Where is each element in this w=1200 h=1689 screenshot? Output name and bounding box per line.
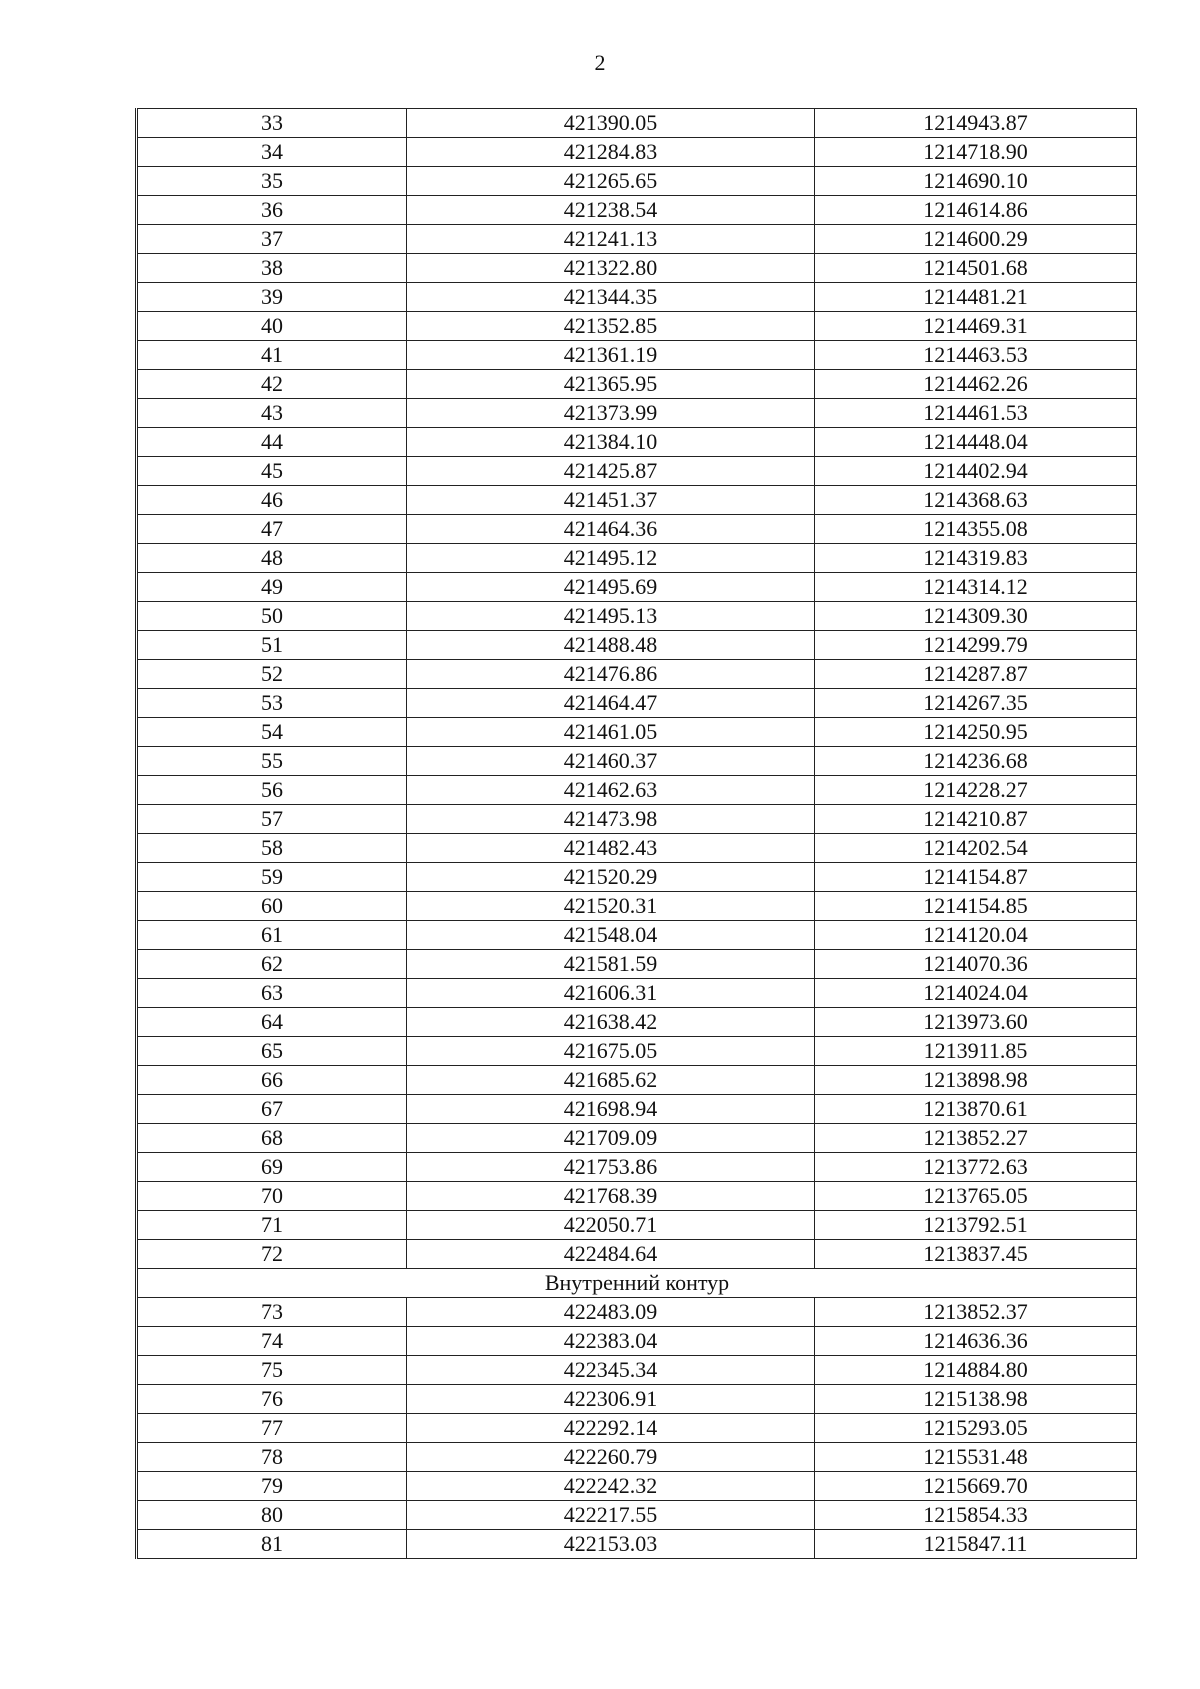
x-coordinate-cell: 422345.34: [407, 1356, 815, 1385]
y-coordinate-cell: 1214309.30: [815, 602, 1137, 631]
table-row: [137, 1356, 1137, 1385]
x-coordinate-cell: 421361.19: [407, 341, 815, 370]
x-coordinate-cell: 421476.86: [407, 660, 815, 689]
y-coordinate-cell: 1213870.61: [815, 1095, 1137, 1124]
x-coordinate-cell: 421460.37: [407, 747, 815, 776]
table-row: [137, 660, 1137, 689]
y-coordinate-cell: 1214120.04: [815, 921, 1137, 950]
table-row: [137, 341, 1137, 370]
x-coordinate-cell: 421238.54: [407, 196, 815, 225]
point-number-cell: 52: [137, 660, 407, 689]
point-number-cell: 62: [137, 950, 407, 979]
point-number-cell: 81: [137, 1530, 407, 1559]
x-coordinate-cell: 422306.91: [407, 1385, 815, 1414]
table-row: [137, 1153, 1137, 1182]
y-coordinate-cell: 1215669.70: [815, 1472, 1137, 1501]
x-coordinate-cell: 421495.12: [407, 544, 815, 573]
y-coordinate-cell: 1214154.85: [815, 892, 1137, 921]
x-coordinate-cell: 421488.48: [407, 631, 815, 660]
table-row: [137, 1124, 1137, 1153]
table-row: [137, 457, 1137, 486]
table-row: [137, 1530, 1137, 1559]
x-coordinate-cell: 422153.03: [407, 1530, 815, 1559]
point-number-cell: 49: [137, 573, 407, 602]
y-coordinate-cell: 1214024.04: [815, 979, 1137, 1008]
point-number-cell: 46: [137, 486, 407, 515]
table-row: [137, 196, 1137, 225]
point-number-cell: 60: [137, 892, 407, 921]
point-number-cell: 64: [137, 1008, 407, 1037]
x-coordinate-cell: 421451.37: [407, 486, 815, 515]
x-coordinate-cell: 421520.29: [407, 863, 815, 892]
table-row: [137, 1472, 1137, 1501]
point-number-cell: 69: [137, 1153, 407, 1182]
y-coordinate-cell: 1213792.51: [815, 1211, 1137, 1240]
point-number-cell: 65: [137, 1037, 407, 1066]
point-number-cell: 55: [137, 747, 407, 776]
point-number-cell: 76: [137, 1385, 407, 1414]
table-row: [137, 283, 1137, 312]
point-number-cell: 75: [137, 1356, 407, 1385]
table-row: [137, 863, 1137, 892]
table-row: [137, 1414, 1137, 1443]
table-row: [137, 515, 1137, 544]
y-coordinate-cell: 1214636.36: [815, 1327, 1137, 1356]
point-number-cell: 59: [137, 863, 407, 892]
point-number-cell: 71: [137, 1211, 407, 1240]
table-row: [137, 805, 1137, 834]
table-row: [137, 950, 1137, 979]
x-coordinate-cell: 422050.71: [407, 1211, 815, 1240]
y-coordinate-cell: 1214469.31: [815, 312, 1137, 341]
y-coordinate-cell: 1214236.68: [815, 747, 1137, 776]
table-row: [137, 1182, 1137, 1211]
y-coordinate-cell: 1213765.05: [815, 1182, 1137, 1211]
table-row: [137, 1298, 1137, 1327]
x-coordinate-cell: 421698.94: [407, 1095, 815, 1124]
table-row: [137, 370, 1137, 399]
point-number-cell: 56: [137, 776, 407, 805]
table-row: [137, 1008, 1137, 1037]
table-row: [137, 602, 1137, 631]
y-coordinate-cell: 1213898.98: [815, 1066, 1137, 1095]
point-number-cell: 41: [137, 341, 407, 370]
y-coordinate-cell: 1214943.87: [815, 109, 1137, 138]
table-row: [137, 225, 1137, 254]
point-number-cell: 45: [137, 457, 407, 486]
point-number-cell: 67: [137, 1095, 407, 1124]
x-coordinate-cell: 422484.64: [407, 1240, 815, 1269]
point-number-cell: 80: [137, 1501, 407, 1530]
y-coordinate-cell: 1214202.54: [815, 834, 1137, 863]
table-row: [137, 747, 1137, 776]
x-coordinate-cell: 421384.10: [407, 428, 815, 457]
table-row: [137, 631, 1137, 660]
table-row: [137, 718, 1137, 747]
x-coordinate-cell: 421638.42: [407, 1008, 815, 1037]
table-row: [137, 254, 1137, 283]
table-row: [137, 109, 1137, 138]
point-number-cell: 61: [137, 921, 407, 950]
table-row: [137, 428, 1137, 457]
y-coordinate-cell: 1214461.53: [815, 399, 1137, 428]
table-row: [137, 1211, 1137, 1240]
x-coordinate-cell: 421495.69: [407, 573, 815, 602]
point-number-cell: 53: [137, 689, 407, 718]
point-number-cell: 47: [137, 515, 407, 544]
inner-contour-title: Внутренний контур: [137, 1269, 1137, 1298]
table-row: [137, 1501, 1137, 1530]
y-coordinate-cell: 1214267.35: [815, 689, 1137, 718]
y-coordinate-cell: 1215293.05: [815, 1414, 1137, 1443]
table-row: [137, 1095, 1137, 1124]
x-coordinate-cell: 421753.86: [407, 1153, 815, 1182]
point-number-cell: 79: [137, 1472, 407, 1501]
x-coordinate-cell: 421352.85: [407, 312, 815, 341]
y-coordinate-cell: 1213837.45: [815, 1240, 1137, 1269]
table-row: [137, 921, 1137, 950]
inner-contour-header: [137, 1269, 1137, 1298]
x-coordinate-cell: 421768.39: [407, 1182, 815, 1211]
x-coordinate-cell: 421344.35: [407, 283, 815, 312]
point-number-cell: 38: [137, 254, 407, 283]
x-coordinate-cell: 421548.04: [407, 921, 815, 950]
x-coordinate-cell: 421464.36: [407, 515, 815, 544]
coordinates-table: [135, 108, 1137, 1559]
point-number-cell: 68: [137, 1124, 407, 1153]
x-coordinate-cell: 422242.32: [407, 1472, 815, 1501]
table-row: [137, 1443, 1137, 1472]
y-coordinate-cell: 1214600.29: [815, 225, 1137, 254]
table-row: [137, 544, 1137, 573]
y-coordinate-cell: 1214501.68: [815, 254, 1137, 283]
x-coordinate-cell: 421265.65: [407, 167, 815, 196]
y-coordinate-cell: 1215138.98: [815, 1385, 1137, 1414]
y-coordinate-cell: 1214448.04: [815, 428, 1137, 457]
table-row: [137, 979, 1137, 1008]
y-coordinate-cell: 1214368.63: [815, 486, 1137, 515]
y-coordinate-cell: 1214690.10: [815, 167, 1137, 196]
table-row: [137, 1037, 1137, 1066]
y-coordinate-cell: 1214614.86: [815, 196, 1137, 225]
y-coordinate-cell: 1214250.95: [815, 718, 1137, 747]
table-row: [137, 167, 1137, 196]
y-coordinate-cell: 1214154.87: [815, 863, 1137, 892]
point-number-cell: 37: [137, 225, 407, 254]
y-coordinate-cell: 1214481.21: [815, 283, 1137, 312]
x-coordinate-cell: 421581.59: [407, 950, 815, 979]
table-row: [137, 1066, 1137, 1095]
y-coordinate-cell: 1213973.60: [815, 1008, 1137, 1037]
point-number-cell: 72: [137, 1240, 407, 1269]
x-coordinate-cell: 422483.09: [407, 1298, 815, 1327]
y-coordinate-cell: 1214718.90: [815, 138, 1137, 167]
point-number-cell: 39: [137, 283, 407, 312]
x-coordinate-cell: 421709.09: [407, 1124, 815, 1153]
y-coordinate-cell: 1213772.63: [815, 1153, 1137, 1182]
y-coordinate-cell: 1215531.48: [815, 1443, 1137, 1472]
y-coordinate-cell: 1214462.26: [815, 370, 1137, 399]
point-number-cell: 57: [137, 805, 407, 834]
y-coordinate-cell: 1213852.27: [815, 1124, 1137, 1153]
table-row: [137, 399, 1137, 428]
x-coordinate-cell: 421495.13: [407, 602, 815, 631]
point-number-cell: 73: [137, 1298, 407, 1327]
x-coordinate-cell: 421675.05: [407, 1037, 815, 1066]
point-number-cell: 63: [137, 979, 407, 1008]
y-coordinate-cell: 1214355.08: [815, 515, 1137, 544]
table-row: [137, 1240, 1137, 1269]
x-coordinate-cell: 421482.43: [407, 834, 815, 863]
point-number-cell: 50: [137, 602, 407, 631]
x-coordinate-cell: 421284.83: [407, 138, 815, 167]
point-number-cell: 77: [137, 1414, 407, 1443]
x-coordinate-cell: 421365.95: [407, 370, 815, 399]
x-coordinate-cell: 421473.98: [407, 805, 815, 834]
point-number-cell: 40: [137, 312, 407, 341]
table-row: [137, 834, 1137, 863]
y-coordinate-cell: 1214228.27: [815, 776, 1137, 805]
point-number-cell: 33: [137, 109, 407, 138]
x-coordinate-cell: 421425.87: [407, 457, 815, 486]
x-coordinate-cell: 422260.79: [407, 1443, 815, 1472]
table-row: [137, 138, 1137, 167]
y-coordinate-cell: 1214463.53: [815, 341, 1137, 370]
x-coordinate-cell: 421390.05: [407, 109, 815, 138]
y-coordinate-cell: 1214884.80: [815, 1356, 1137, 1385]
table-row: [137, 1385, 1137, 1414]
point-number-cell: 54: [137, 718, 407, 747]
point-number-cell: 34: [137, 138, 407, 167]
x-coordinate-cell: 422383.04: [407, 1327, 815, 1356]
x-coordinate-cell: 421462.63: [407, 776, 815, 805]
point-number-cell: 42: [137, 370, 407, 399]
y-coordinate-cell: 1215847.11: [815, 1530, 1137, 1559]
point-number-cell: 66: [137, 1066, 407, 1095]
point-number-cell: 36: [137, 196, 407, 225]
x-coordinate-cell: 421464.47: [407, 689, 815, 718]
x-coordinate-cell: 421461.05: [407, 718, 815, 747]
x-coordinate-cell: 421241.13: [407, 225, 815, 254]
point-number-cell: 43: [137, 399, 407, 428]
point-number-cell: 78: [137, 1443, 407, 1472]
y-coordinate-cell: 1214299.79: [815, 631, 1137, 660]
y-coordinate-cell: 1214287.87: [815, 660, 1137, 689]
point-number-cell: 48: [137, 544, 407, 573]
point-number-cell: 44: [137, 428, 407, 457]
y-coordinate-cell: 1213852.37: [815, 1298, 1137, 1327]
y-coordinate-cell: 1214319.83: [815, 544, 1137, 573]
y-coordinate-cell: 1214210.87: [815, 805, 1137, 834]
y-coordinate-cell: 1214402.94: [815, 457, 1137, 486]
x-coordinate-cell: 421322.80: [407, 254, 815, 283]
table-row: [137, 689, 1137, 718]
x-coordinate-cell: 421685.62: [407, 1066, 815, 1095]
x-coordinate-cell: 421606.31: [407, 979, 815, 1008]
table-row: [137, 1327, 1137, 1356]
table-row: [137, 776, 1137, 805]
table-row: [137, 312, 1137, 341]
point-number-cell: 58: [137, 834, 407, 863]
point-number-cell: 70: [137, 1182, 407, 1211]
table-row: [137, 573, 1137, 602]
outer-contour-rows: [137, 109, 1137, 1269]
page-number: 2: [594, 50, 606, 75]
y-coordinate-cell: 1214314.12: [815, 573, 1137, 602]
y-coordinate-cell: 1215854.33: [815, 1501, 1137, 1530]
section-row: [137, 1269, 1137, 1298]
point-number-cell: 51: [137, 631, 407, 660]
x-coordinate-cell: 421373.99: [407, 399, 815, 428]
y-coordinate-cell: 1213911.85: [815, 1037, 1137, 1066]
point-number-cell: 35: [137, 167, 407, 196]
table-row: [137, 892, 1137, 921]
y-coordinate-cell: 1214070.36: [815, 950, 1137, 979]
x-coordinate-cell: 422217.55: [407, 1501, 815, 1530]
table-row: [137, 486, 1137, 515]
inner-contour-rows: [137, 1298, 1137, 1559]
x-coordinate-cell: 422292.14: [407, 1414, 815, 1443]
x-coordinate-cell: 421520.31: [407, 892, 815, 921]
point-number-cell: 74: [137, 1327, 407, 1356]
